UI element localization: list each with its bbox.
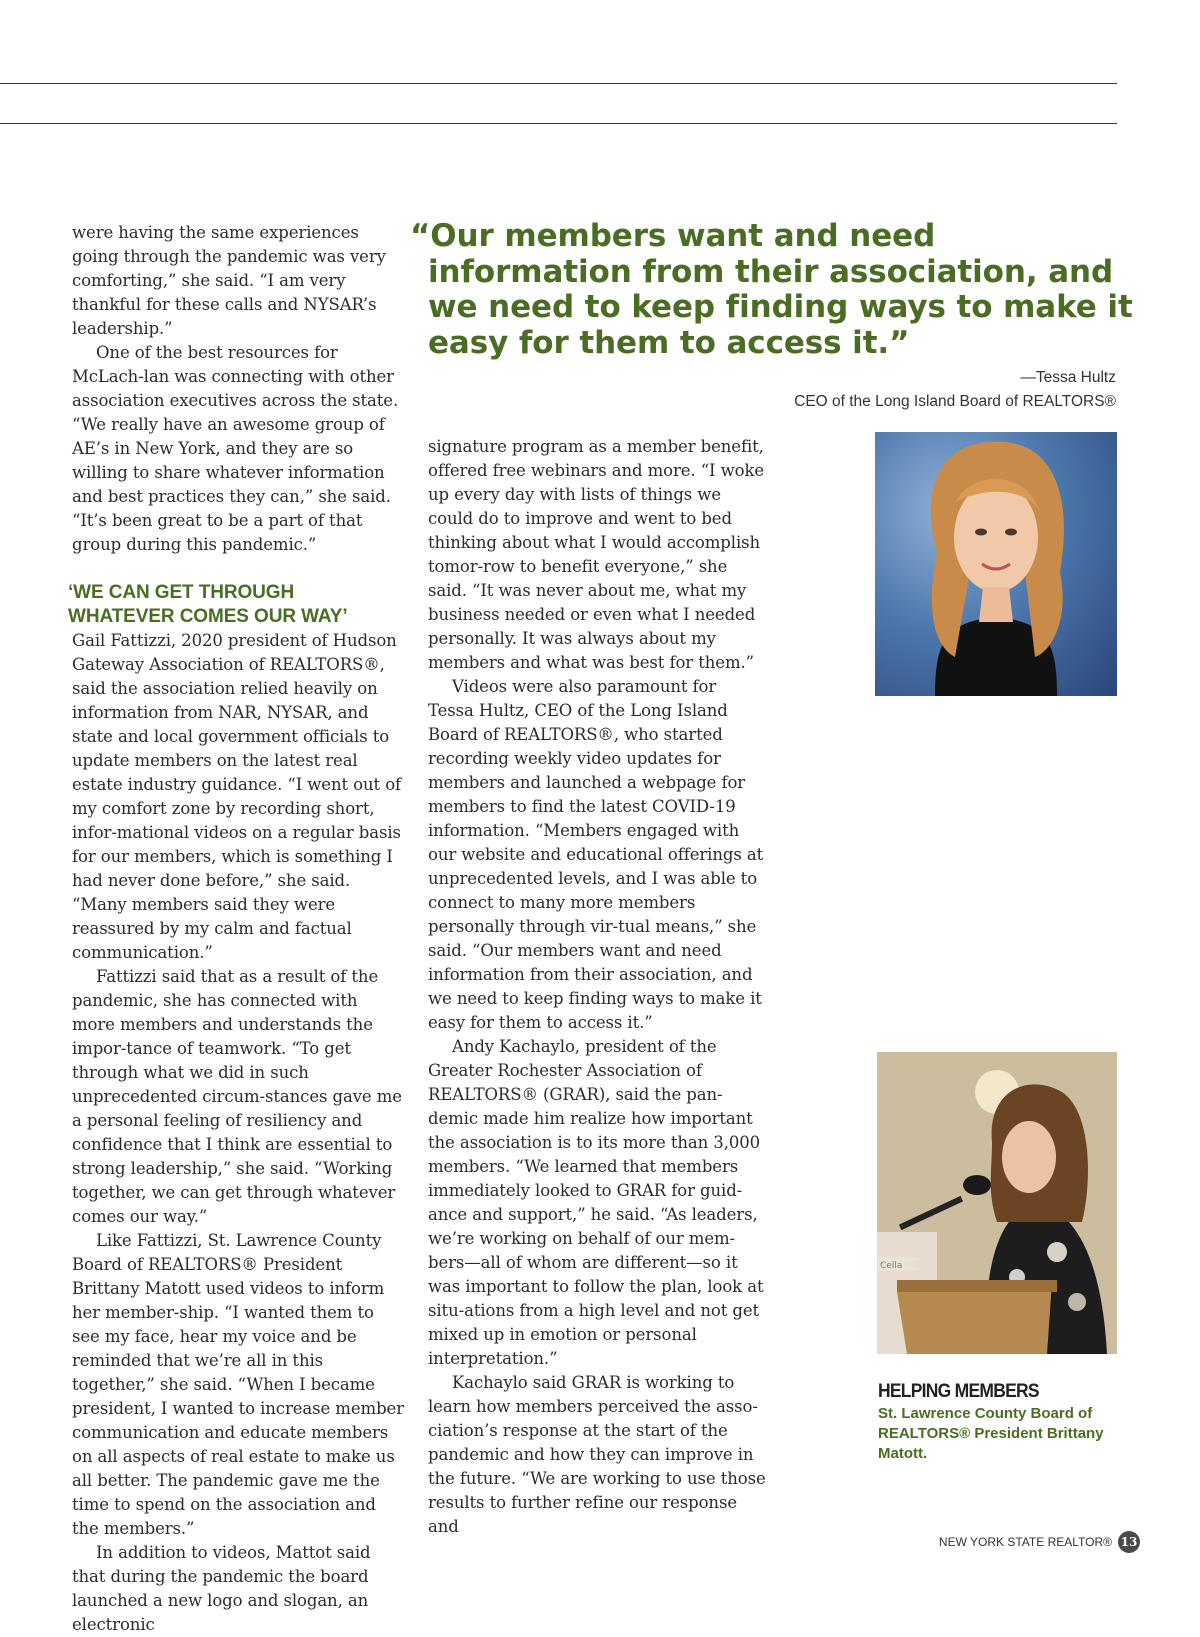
paragraph: Fattizzi said that as a result of the pandemic, she has connected with more members and understands the impor-tance of teamwork. “To get through what we did in such unprecedented circum-stances gave me a personal feeling of resiliency and confidence that I think are essential to strong leadership,” she said. “Working together, we can get through whatever comes our way.” — [72, 967, 402, 1226]
top-rule-2 — [0, 123, 1117, 124]
paragraph: Kachaylo said GRAR is working to learn how members perceived the asso-ciation’s response at the start of the pandemic and how they can improve in the future. “We are working to use those results to further refine our response and — [428, 1373, 766, 1536]
attribution-title: CEO of the Long Island Board of REALTORS® — [794, 393, 1116, 410]
top-rule-1 — [0, 83, 1117, 84]
article-column-middle — [428, 435, 766, 1539]
pull-quote-attribution — [794, 366, 1116, 414]
caption-text: St. Lawrence County Board of REALTORS® President Brittany Matott. — [878, 1405, 1104, 1462]
page-footer — [939, 1531, 1140, 1553]
speaker-illustration — [877, 1052, 1117, 1354]
paragraph: Like Fattizzi, St. Lawrence County Board of REALTORS® President Brittany Matott used videos to inform her member-ship. “I wanted them to see my face, hear my voice and be reminded that we’re all in this together,” she said. “When I became president, I wanted to increase member communication and educate members on all aspects of real estate to make us all better. The pandemic gave me the time to spend on the association and the members.” — [72, 1231, 404, 1538]
paragraph: In addition to videos, Mattot said that during the pandemic the board launched a new logo and slogan, an electronic — [72, 1543, 371, 1634]
caption-title: HELPING MEMBERS — [878, 1381, 1039, 1402]
pull-quote: “Our members want and need information from their association, and we need to keep finding ways to make it easy for them to access it.” — [410, 218, 1133, 361]
portrait-photo-tessa-hultz — [875, 432, 1117, 696]
paragraph: One of the best resources for McLach-lan was connecting with other association executives across the state. “We really have an awesome group of AE’s in New York, and they are so willing to share whatever information and best practices they can,” she said. “It’s been great to be a part of that group during this pandemic.” — [72, 343, 399, 554]
portrait-illustration — [875, 432, 1117, 696]
publication-name: NEW YORK STATE REALTOR® — [938, 1535, 1112, 1549]
paragraph: Videos were also paramount for Tessa Hultz, CEO of the Long Island Board of REALTORS®, who started recording weekly video updates for members and launched a webpage for members to find the latest COVID-19 information. “Members engaged with our website and educational offerings at unprecedented levels, and I was able to connect to many more members personally through vir-tual means,” she said. “Our members want and need information from their association, and we need to keep finding ways to make it easy for them to access it.” — [428, 677, 764, 1032]
paragraph: Gail Fattizzi, 2020 president of Hudson Gateway Association of REALTORS®, said the association relied heavily on information from NAR, NYSAR, and state and local government officials to update members on the latest real estate industry guidance. “I went out of my comfort zone by recording short, infor-mational videos on a regular basis for our members, which is something I had never done before,” she said. “Many members said they were reassured by my calm and factual communication.” — [72, 631, 402, 962]
paragraph: signature program as a member benefit, offered free webinars and more. “I woke up every day with lists of things we could do to improve and went to bed thinking about what I would accomplish tomor-row to benefit everyone,” she said. “It was never about me, what my business needed or even what I needed personally. It was always about my members and what was best for them.” — [428, 437, 765, 672]
paragraph: Andy Kachaylo, president of the Greater Rochester Association of REALTORS® (GRAR), said the pan-demic made him realize how important the association is to its more than 3,000 members. “We learned that members immediately looked to GRAR for guid-ance and support,” he said. “As leaders, we’re working on behalf of our mem-bers—all of whom are different—so it was important to follow the plan, look at situ-ations from a high level and not get mixed up in emotion or personal interpretation.” — [428, 1037, 764, 1368]
paragraph: were having the same experiences going through the pandemic was very comforting,” she said. “I am very thankful for these calls and NYSAR’s leadership.” — [72, 223, 386, 338]
page-number: 13 — [1118, 1531, 1140, 1553]
article-column-left — [68, 221, 405, 1637]
section-heading: ‘WE CAN GET THROUGH WHATEVER COMES OUR WAY’ — [68, 582, 348, 627]
attribution-name: —Tessa Hultz — [1020, 369, 1116, 386]
background-sign-text: Cella — [880, 1261, 903, 1271]
photo-caption — [878, 1380, 1118, 1464]
photo-brittany-matott-speaking — [877, 1052, 1117, 1354]
